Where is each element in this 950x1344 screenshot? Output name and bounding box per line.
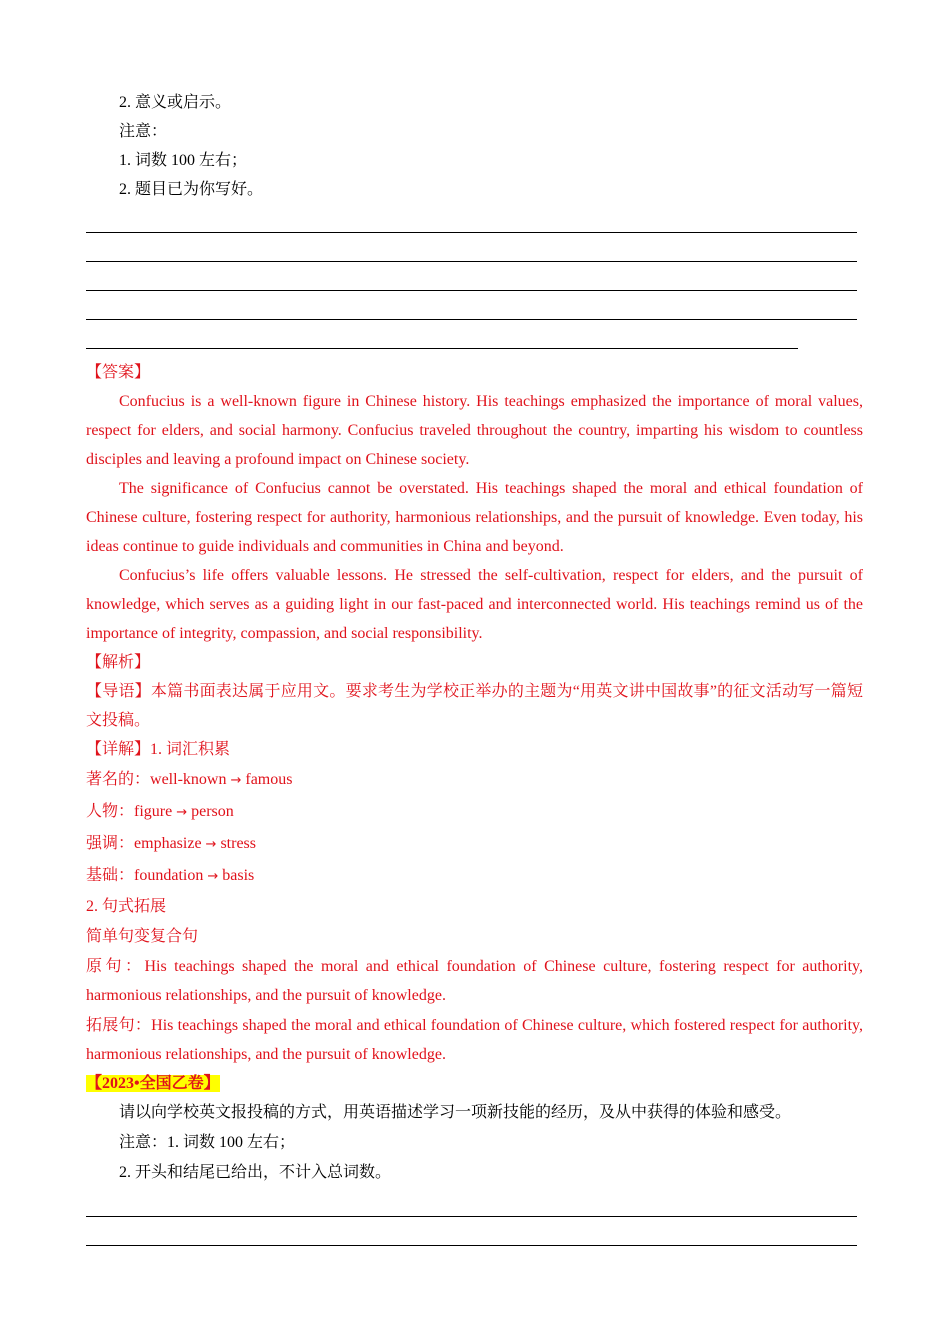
intro-text: 本篇书面表达属于应用文。要求考生为学校正举办的主题为“用英文讲中国故事”的征文活动写一篇短文投稿。 xyxy=(86,683,863,729)
answer-paragraph: Confucius’s life offers valuable lessons. He stressed the self-cultivation, respect for elders, and the pursuit of knowledge, which serves as a guiding light in our fast-paced and interconnected world. His teachings remind us of the importance of integrity, compassion, and social responsibility. xyxy=(86,567,863,642)
vocab-from: well-known xyxy=(150,771,227,788)
original-text: His teachings shaped the moral and ethical foundation of Chinese culture, fostering respect for authority, harmonious relationships, and the pursuit of knowledge. xyxy=(86,958,863,1004)
arrow-icon: → xyxy=(176,805,188,820)
answer-section xyxy=(86,358,863,648)
expanded-label: 拓展句： xyxy=(86,1017,152,1034)
vocab-item xyxy=(86,796,863,828)
prompt-line: 1. 词数 100 左右； xyxy=(119,152,248,169)
original-sentence xyxy=(86,952,863,1010)
vocab-title: 1. 词汇积累 xyxy=(150,741,231,758)
intro-paragraph xyxy=(86,677,863,735)
detail-label: 【详解】 xyxy=(86,741,151,758)
question-2-note: 2. 开头和结尾已给出，不计入总词数。 xyxy=(119,1164,392,1181)
vocab-to: stress xyxy=(220,835,257,852)
vocab-term: 人物： xyxy=(86,803,135,820)
detail-heading xyxy=(86,735,863,764)
answer-blank-lines xyxy=(86,204,863,349)
answer-paragraph: Confucius is a well-known figure in Chinese history. His teachings emphasized the importance of moral values, respect for elders, and social harmony. Confucius traveled throughout the country, imparting his wisdom to countless disciples and leaving a profound impact on Chinese society. xyxy=(86,393,863,468)
expanded-text: His teachings shaped the moral and ethical foundation of Chinese culture, which fostered respect for authority, harmonious relationships, and the pursuit of knowledge. xyxy=(86,1017,863,1063)
prompt-line: 2. 意义或启示。 xyxy=(119,94,232,111)
vocab-to: famous xyxy=(245,771,293,788)
question-1-notes xyxy=(86,88,863,204)
arrow-icon: → xyxy=(207,869,219,884)
answer-paragraph: The significance of Confucius cannot be overstated. His teachings shaped the moral and ethical foundation of Chinese culture, fostering respect for authority, harmonious relationships, and the pursuit of knowledge. Even today, his ideas continue to guide individuals and communities in China and beyond. xyxy=(86,480,863,555)
analysis-section xyxy=(86,648,863,1069)
vocab-item xyxy=(86,764,863,796)
expanded-sentence xyxy=(86,1011,863,1069)
arrow-icon: → xyxy=(230,773,242,788)
vocab-from: emphasize xyxy=(134,835,202,852)
question-2-note: 注意：1. 词数 100 左右； xyxy=(119,1134,296,1151)
vocab-item xyxy=(86,860,863,892)
vocab-from: foundation xyxy=(134,867,204,884)
blank-line xyxy=(86,1217,857,1246)
answer-label: 【答案】 xyxy=(86,364,151,381)
analysis-label: 【解析】 xyxy=(86,654,151,671)
document-page xyxy=(86,86,863,1246)
vocab-term: 强调： xyxy=(86,835,135,852)
blank-line xyxy=(86,262,857,291)
vocab-to: person xyxy=(191,803,234,820)
blank-line xyxy=(86,320,798,349)
sentence-title: 2. 句式拓展 xyxy=(86,898,167,915)
blank-line xyxy=(86,233,857,262)
prompt-line: 注意： xyxy=(119,123,168,140)
blank-line xyxy=(86,204,857,233)
question-2-prompt: 请以向学校英文报投稿的方式，用英语描述学习一项新技能的经历，及从中获得的体验和感受。 xyxy=(119,1104,792,1121)
vocab-to: basis xyxy=(222,867,255,884)
blank-line xyxy=(86,291,857,320)
prompt-line: 2. 题目已为你写好。 xyxy=(119,181,264,198)
sentence-subtitle: 简单句变复合句 xyxy=(86,928,199,945)
question-2 xyxy=(86,1069,863,1246)
original-label: 原句： xyxy=(86,958,145,975)
exam-source-tag: 【2023•全国乙卷】 xyxy=(86,1075,220,1092)
intro-label: 【导语】 xyxy=(86,683,151,700)
vocab-item xyxy=(86,828,863,860)
question-2-tag-line xyxy=(86,1069,863,1098)
vocab-term: 基础： xyxy=(86,867,135,884)
vocab-term: 著名的： xyxy=(86,771,151,788)
blank-line xyxy=(86,1188,857,1217)
arrow-icon: → xyxy=(205,837,217,852)
vocab-from: figure xyxy=(134,803,173,820)
